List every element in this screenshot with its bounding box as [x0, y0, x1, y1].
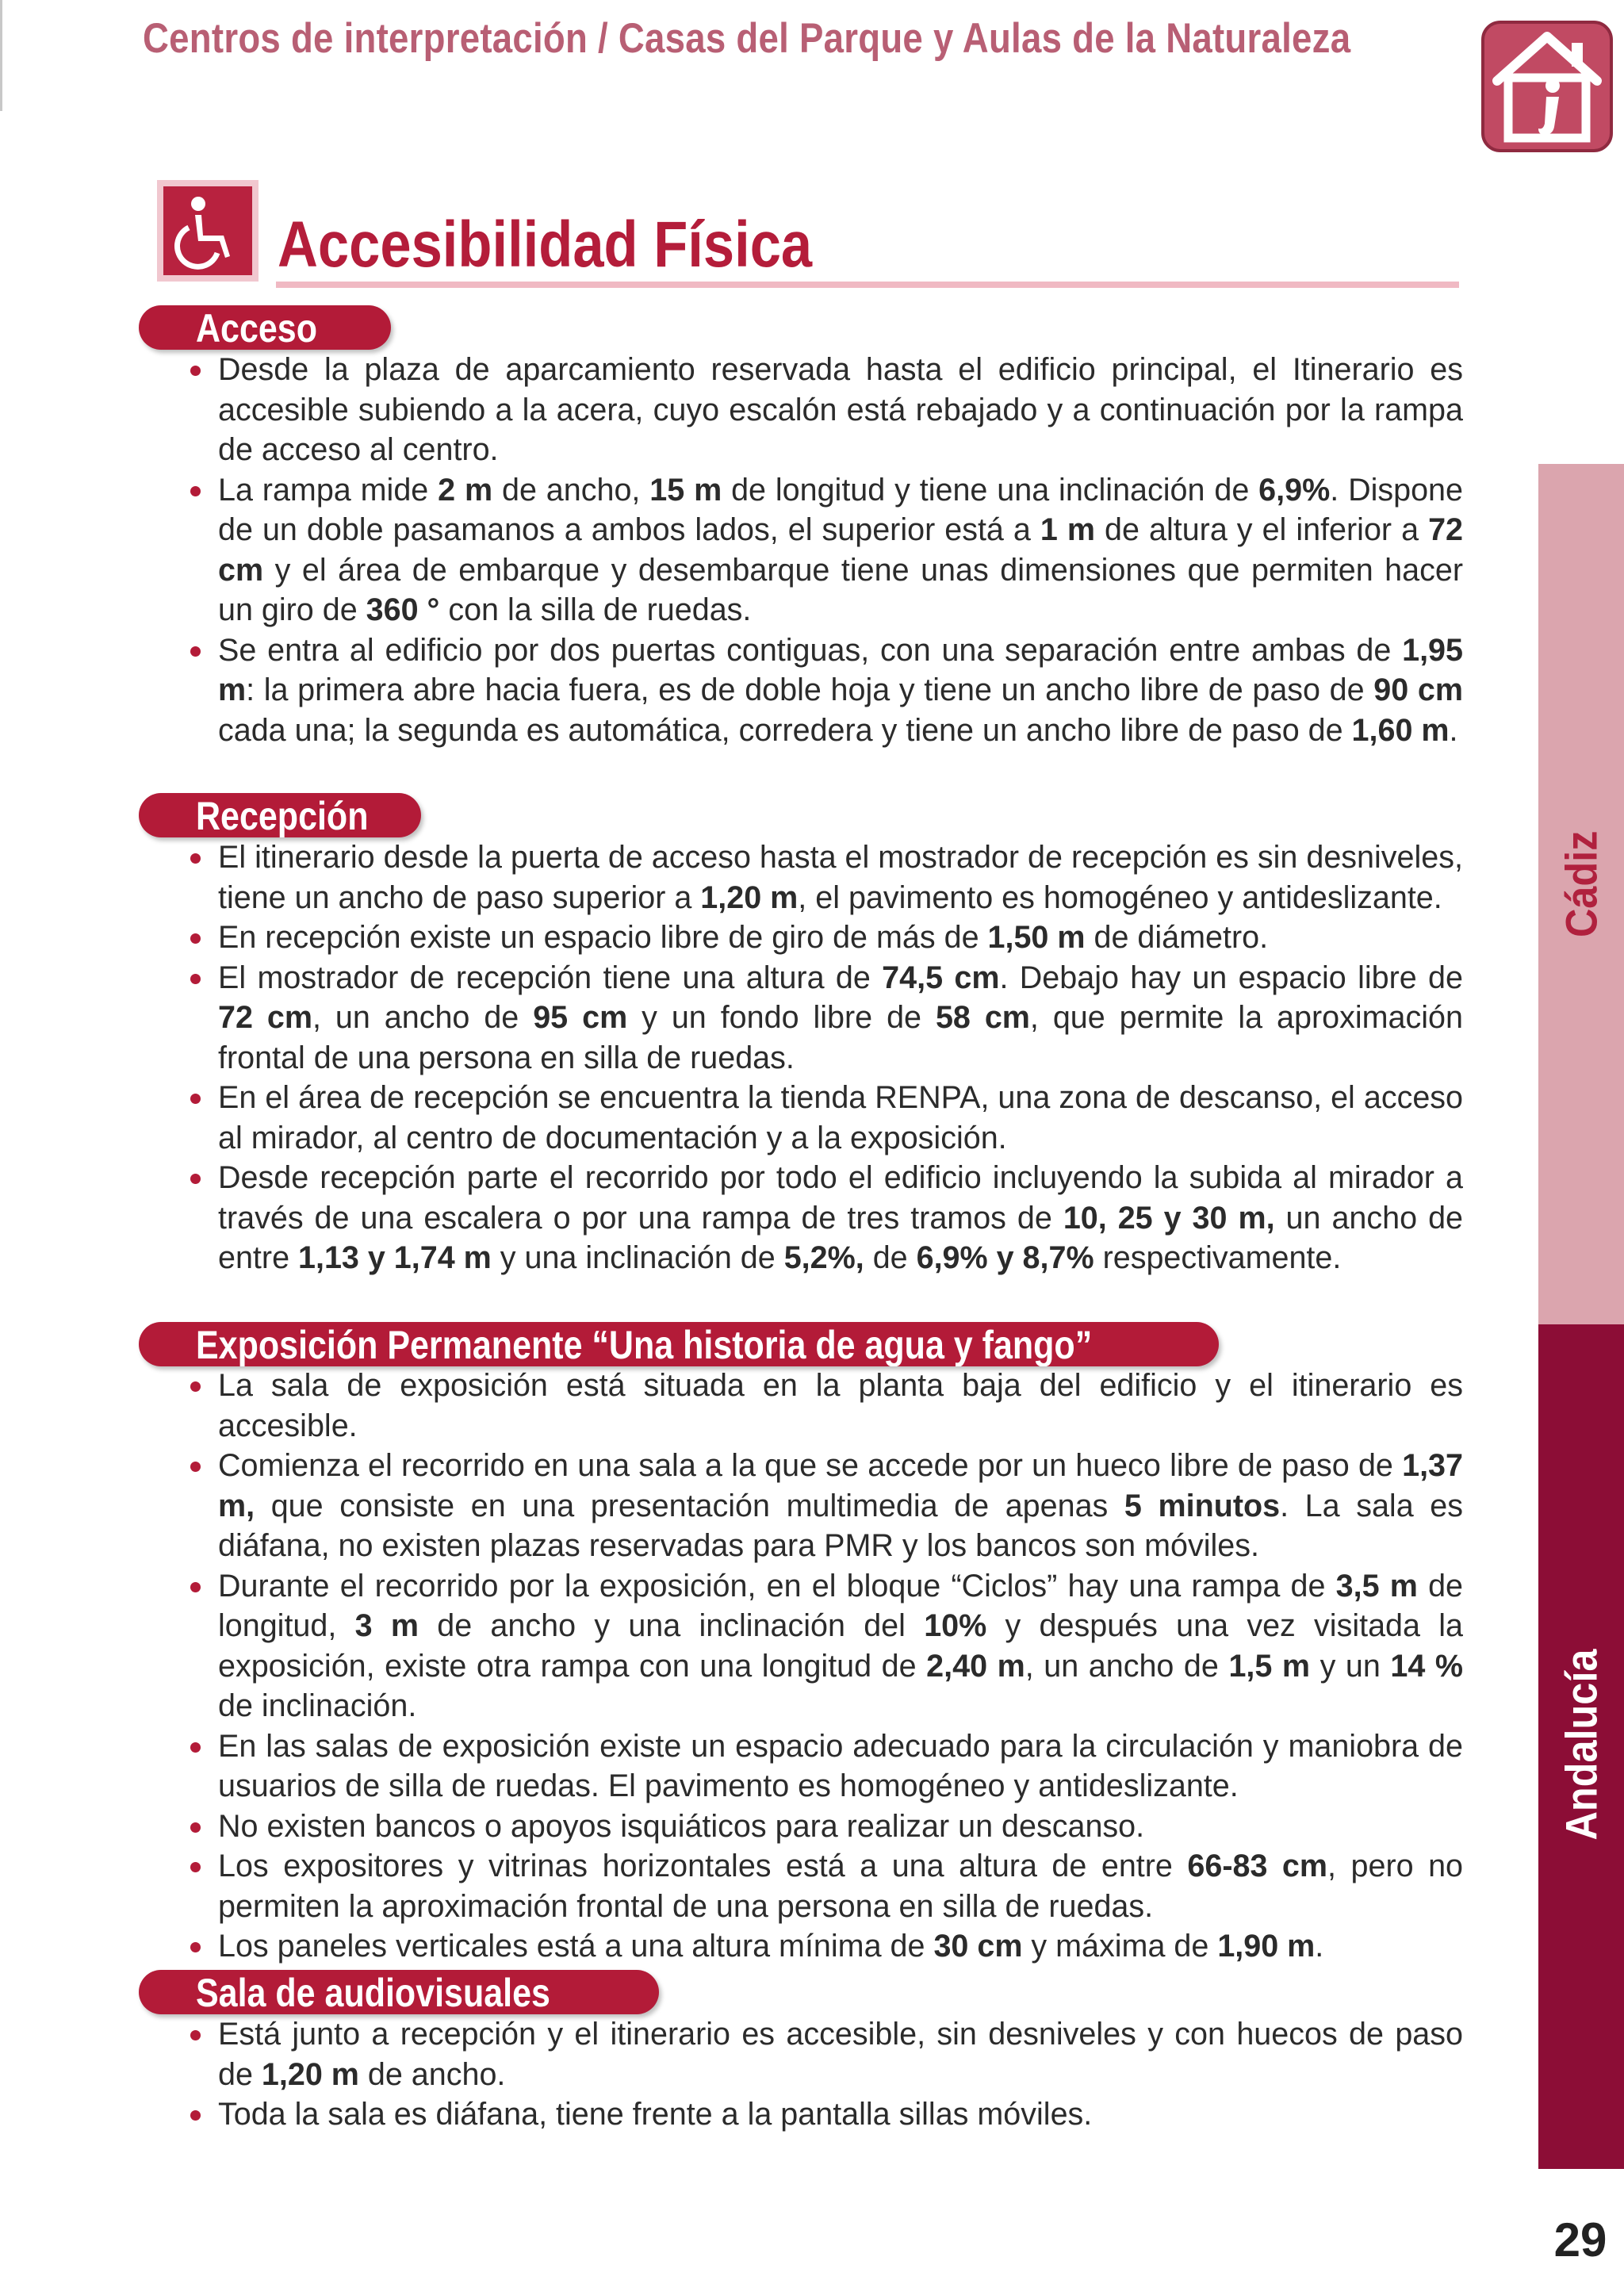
- section-heading-audiovisuales: [139, 1970, 659, 2014]
- bullet-icon: [190, 366, 201, 376]
- list-item-text: Está junto a recepción y el itinerario es accesible, sin desniveles y con huecos de paso de 1,20 m de ancho.: [218, 2017, 1463, 2092]
- exposicion-list: [0, 1366, 1624, 1967]
- list-item-text: El itinerario desde la puerta de acceso hasta el mostrador de recepción es sin desniveles, tiene un ancho de paso superior a 1,20 m, el pavimento es homogéneo y antideslizante.: [218, 840, 1463, 915]
- bullet-icon: [190, 1174, 201, 1184]
- section-heading-label: Recepción: [196, 794, 369, 837]
- header-title: Centros de interpretación / Casas del Parque y Aulas de la Naturaleza: [143, 15, 1351, 62]
- list-item: [0, 350, 1624, 470]
- list-item: [0, 1078, 1624, 1158]
- list-item-text: En las salas de exposición existe un espacio adecuado para la circulación y maniobra de usuarios de silla de ruedas. El pavimento es homogéneo y antideslizante.: [218, 1728, 1463, 1803]
- bullet-icon: [190, 1094, 201, 1104]
- bullet-icon: [190, 1942, 201, 1952]
- list-item: [0, 1846, 1624, 1926]
- list-item-text: Toda la sala es diáfana, tiene frente a la pantalla sillas móviles.: [218, 2097, 1093, 2132]
- bullet-icon: [190, 646, 201, 657]
- list-item-text: La sala de exposición está situada en la planta baja del edificio y el itinerario es accesible.: [218, 1368, 1463, 1443]
- wheelchair-icon: [157, 180, 259, 282]
- house-info-icon: [1480, 19, 1614, 154]
- list-item: [0, 918, 1624, 958]
- sidebar-region-label: Andalucía: [1556, 1649, 1607, 1841]
- section-heading-label: Sala de audiovisuales: [196, 1971, 550, 2014]
- list-item-text: El mostrador de recepción tiene una altura de 74,5 cm. Debajo hay un espacio libre de 72 cm, un ancho de 95 cm y un fondo libre de 58 cm, que permite la aproximación frontal de una persona en silla de ruedas.: [218, 960, 1463, 1075]
- bullet-icon: [190, 933, 201, 944]
- sidebar-province-label: Cádiz: [1556, 830, 1607, 937]
- section-heading-acceso: [139, 305, 391, 350]
- section-heading-exposicion: [139, 1322, 1219, 1366]
- list-item-text: Se entra al edificio por dos puertas contiguas, con una separación entre ambas de 1,95 m: la primera abre hacia fuera, es de doble hoja y tiene un ancho libre de paso de 90 cm cada una; la segunda es automática, corredera y tiene un ancho libre de paso de 1,60 m.: [218, 632, 1463, 748]
- list-item-text: En recepción existe un espacio libre de giro de más de 1,50 m de diámetro.: [218, 920, 1269, 955]
- section-heading-label: Exposición Permanente “Una historia de agua y fango”: [196, 1323, 1093, 1366]
- bullet-icon: [190, 1381, 201, 1392]
- page-number: 29: [1553, 2213, 1607, 2266]
- list-item: [0, 2014, 1624, 2094]
- list-item-text: Los expositores y vitrinas horizontales está a una altura de entre 66-83 cm, pero no permiten la aproximación frontal de una persona en silla de ruedas.: [218, 1849, 1464, 1924]
- list-item-text: La rampa mide 2 m de ancho, 15 m de longitud y tiene una inclinación de 6,9%. Dispone de un doble pasamanos a ambos lados, el superior está a 1 m de altura y el inferior a 72 cm y el área de embarque y desembarque tiene unas dimensiones que permiten hacer un giro de 360 ° con la silla de ruedas.: [218, 472, 1463, 627]
- list-item: [0, 630, 1624, 751]
- bullet-icon: [190, 974, 201, 984]
- list-item-text: Durante el recorrido por la exposición, en el bloque “Ciclos” hay una rampa de 3,5 m de longitud, 3 m de ancho y una inclinación del 10% y después una vez visitada la exposición, existe otra rampa con una longitud de 2,40 m, un ancho de 1,5 m y un 14 % de inclinación.: [218, 1568, 1464, 1723]
- list-item-text: Desde la plaza de aparcamiento reservada hasta el edificio principal, el Itinerario es accesible subiendo a la acera, cuyo escalón está rebajado y a continuación por la rampa de acceso al centro.: [218, 352, 1463, 467]
- page-edge-mark: [0, 0, 2, 111]
- recepcion-list: [0, 830, 1624, 1278]
- list-item: [0, 470, 1624, 630]
- title-underline: [276, 282, 1459, 288]
- list-item: [0, 2094, 1624, 2135]
- bullet-icon: [190, 1742, 201, 1753]
- acceso-list: [0, 350, 1624, 750]
- bullet-icon: [190, 2110, 201, 2121]
- bullet-icon: [190, 1862, 201, 1872]
- list-item: [0, 958, 1624, 1079]
- bullet-icon: [190, 1462, 201, 1472]
- list-item: [0, 1366, 1624, 1446]
- list-item: [0, 1566, 1624, 1726]
- bullet-icon: [190, 1822, 201, 1833]
- list-item-text: Desde recepción parte el recorrido por todo el edificio incluyendo la subida al mirador a través de una escalera o por una rampa de tres tramos de 10, 25 y 30 m, un ancho de entre 1,13 y 1,74 m y una inclinación de 5,2%, de 6,9% y 8,7% respectivamente.: [218, 1160, 1464, 1275]
- bullet-icon: [190, 486, 201, 496]
- page-title: Accesibilidad Física: [278, 209, 813, 281]
- list-item-text: No existen bancos o apoyos isquiáticos para realizar un descanso.: [218, 1808, 1145, 1844]
- audiovisuales-list: [0, 2014, 1624, 2135]
- section-heading-label: Acceso: [196, 306, 317, 350]
- list-item: [0, 1158, 1624, 1278]
- list-item-text: Los paneles verticales está a una altura mínima de 30 cm y máxima de 1,90 m.: [218, 1929, 1324, 1964]
- bullet-icon: [190, 853, 201, 864]
- list-item-text: En el área de recepción se encuentra la tienda RENPA, una zona de descanso, el acceso al mirador, al centro de documentación y a la exposición.: [218, 1080, 1463, 1155]
- list-item: [0, 1446, 1624, 1566]
- bullet-icon: [190, 1582, 201, 1592]
- list-item: [0, 1726, 1624, 1807]
- list-item: [0, 1926, 1624, 1967]
- list-item: [0, 837, 1624, 918]
- section-heading-recepcion: [139, 793, 421, 837]
- bullet-icon: [190, 2030, 201, 2040]
- list-item: [0, 1807, 1624, 1847]
- list-item-text: Comienza el recorrido en una sala a la que se accede por un hueco libre de paso de 1,37 m, que consiste en una presentación multimedia de apenas 5 minutos. La sala es diáfana, no existen plazas reservadas para PMR y los bancos son móviles.: [218, 1448, 1464, 1563]
